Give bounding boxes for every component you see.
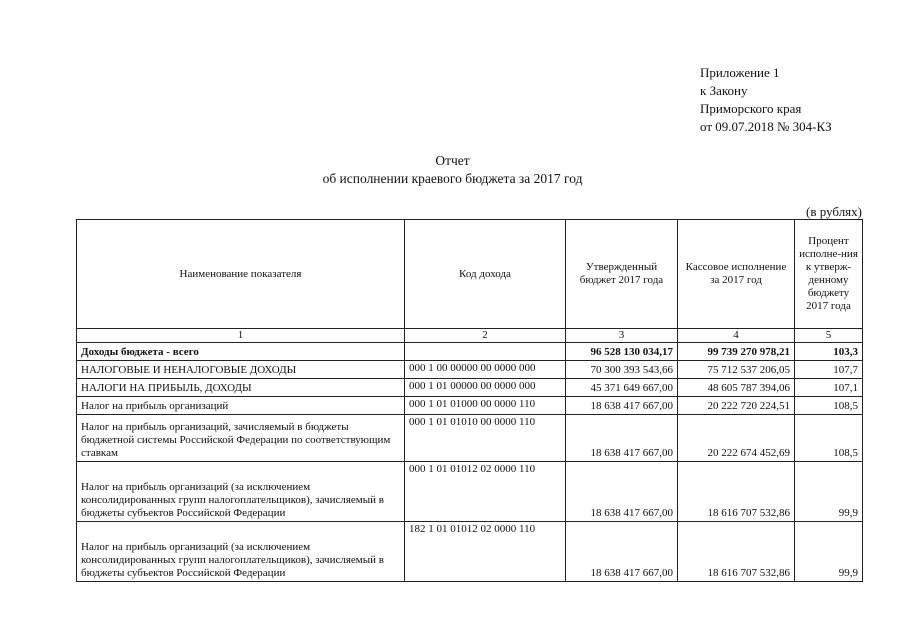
row-code: 000 1 01 01012 02 0000 110	[405, 462, 566, 522]
row-percent: 103,3	[795, 343, 863, 361]
row-name: НАЛОГИ НА ПРИБЫЛЬ, ДОХОДЫ	[77, 379, 405, 397]
row-executed: 75 712 537 206,05	[678, 361, 795, 379]
report-title	[0, 152, 905, 188]
column-number-row	[77, 329, 863, 343]
row-percent: 108,5	[795, 415, 863, 462]
row-executed: 48 605 787 394,06	[678, 379, 795, 397]
row-approved: 45 371 649 667,00	[566, 379, 678, 397]
column-number: 1	[77, 329, 405, 343]
row-percent: 99,9	[795, 522, 863, 582]
table-row	[77, 522, 863, 582]
row-executed: 20 222 720 224,51	[678, 397, 795, 415]
row-name: Налог на прибыль организаций, зачисляемый в бюджеты бюджетной системы Российской Федерации по соответствующим ставкам	[77, 415, 405, 462]
row-approved: 70 300 393 543,66	[566, 361, 678, 379]
header-approved-budget: Утвержденный бюджет 2017 года	[566, 220, 678, 329]
header-income-code: Код дохода	[405, 220, 566, 329]
row-executed: 18 616 707 532,86	[678, 522, 795, 582]
row-code: 000 1 00 00000 00 0000 000	[405, 361, 566, 379]
header-indicator-name: Наименование показателя	[77, 220, 405, 329]
report-title-line1: Отчет	[435, 153, 470, 168]
row-name: НАЛОГОВЫЕ И НЕНАЛОГОВЫЕ ДОХОДЫ	[77, 361, 405, 379]
row-percent: 99,9	[795, 462, 863, 522]
table-header-row	[77, 220, 863, 329]
row-name: Налог на прибыль организаций	[77, 397, 405, 415]
column-number: 4	[678, 329, 795, 343]
row-approved: 18 638 417 667,00	[566, 522, 678, 582]
row-executed: 20 222 674 452,69	[678, 415, 795, 462]
appendix-block	[700, 64, 832, 136]
table-row	[77, 343, 863, 361]
table-row	[77, 415, 863, 462]
row-percent: 107,7	[795, 361, 863, 379]
row-approved: 18 638 417 667,00	[566, 415, 678, 462]
row-code: 000 1 01 00000 00 0000 000	[405, 379, 566, 397]
budget-report-table	[76, 219, 863, 582]
column-number: 2	[405, 329, 566, 343]
report-title-line2: об исполнении краевого бюджета за 2017 год	[322, 171, 583, 186]
table-row	[77, 361, 863, 379]
table-row	[77, 397, 863, 415]
header-cash-execution: Кассовое исполнение за 2017 год	[678, 220, 795, 329]
appendix-line: Приложение 1	[700, 65, 780, 80]
table-row	[77, 462, 863, 522]
row-approved: 96 528 130 034,17	[566, 343, 678, 361]
column-number: 5	[795, 329, 863, 343]
row-code: 182 1 01 01012 02 0000 110	[405, 522, 566, 582]
table-row	[77, 379, 863, 397]
row-code: 000 1 01 01000 00 0000 110	[405, 397, 566, 415]
row-code: 000 1 01 01010 00 0000 110	[405, 415, 566, 462]
row-name: Доходы бюджета - всего	[77, 343, 405, 361]
row-code	[405, 343, 566, 361]
appendix-line: Приморского края	[700, 101, 802, 116]
row-name: Налог на прибыль организаций (за исключением консолидированных групп налогоплательщиков), зачисляемый в бюджеты субъектов Российской Федерации	[77, 462, 405, 522]
row-name: Налог на прибыль организаций (за исключением консолидированных групп налогоплательщиков), зачисляемый в бюджеты субъектов Российской Федерации	[77, 522, 405, 582]
header-execution-percent: Процент исполне-ния к утверж-денному бюджету 2017 года	[795, 220, 863, 329]
row-percent: 107,1	[795, 379, 863, 397]
row-approved: 18 638 417 667,00	[566, 397, 678, 415]
row-approved: 18 638 417 667,00	[566, 462, 678, 522]
appendix-line: от 09.07.2018 № 304-КЗ	[700, 119, 832, 134]
units-label: (в рублях)	[806, 204, 862, 219]
column-number: 3	[566, 329, 678, 343]
row-executed: 99 739 270 978,21	[678, 343, 795, 361]
row-executed: 18 616 707 532,86	[678, 462, 795, 522]
appendix-line: к Закону	[700, 83, 748, 98]
row-percent: 108,5	[795, 397, 863, 415]
